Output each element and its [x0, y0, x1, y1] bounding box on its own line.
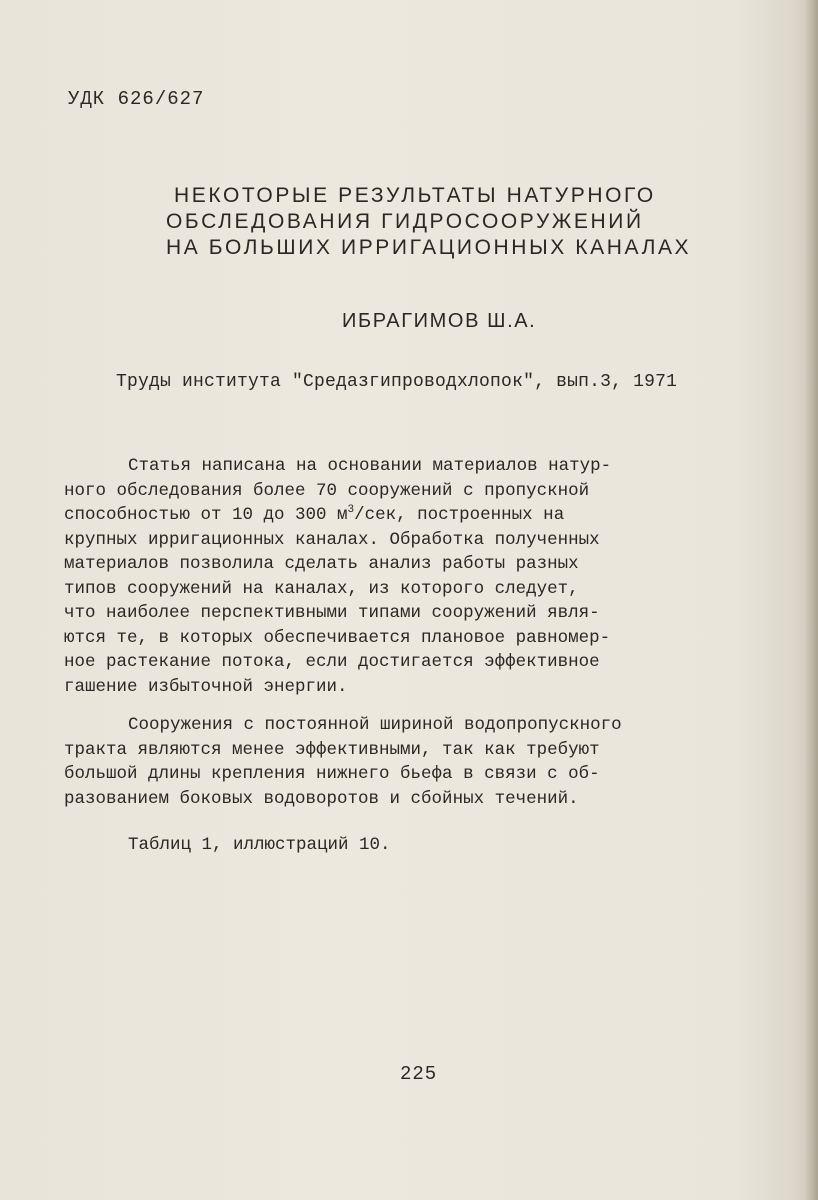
author-name: ИБРАГИМОВ Ш.А.	[342, 310, 537, 332]
abstract-line: типов сооружений на каналах, из которого следует,	[64, 578, 579, 599]
abstract-line: большой длины крепления нижнего бьефа в связи с об-	[64, 764, 600, 784]
abstract-line: ются те, в которых обеспечивается плановое равномер-	[64, 627, 611, 648]
abstract-line: ное растекание потока, если достигается эффективное	[64, 652, 600, 672]
title-line-3: НА БОЛЬШИХ ИРРИГАЦИОННЫХ КАНАЛАХ	[166, 236, 692, 259]
abstract-line-end: /сек, построенных на	[354, 505, 565, 525]
abstract-line: ного обследования более 70 сооружений с пропускной	[64, 480, 590, 501]
source-citation: Труды института "Средазгипроводхлопок", вып.3, 1971	[116, 372, 678, 392]
title-line-2: ОБСЛЕДОВАНИЯ ГИДРОСООРУЖЕНИЙ	[166, 210, 644, 233]
abstract-line: Сооружения с постоянной шириной водопропускного	[128, 715, 622, 735]
title-line-1: НЕКОТОРЫЕ РЕЗУЛЬТАТЫ НАТУРНОГО	[174, 184, 656, 207]
abstract-paragraph-3	[64, 833, 754, 858]
book-page-edge	[804, 0, 818, 1200]
abstract-line: гашение избыточной энергии.	[64, 676, 348, 697]
udc-code: УДК 626/627	[68, 88, 205, 110]
paper-title	[166, 183, 726, 261]
page-number: 225	[400, 1063, 438, 1085]
abstract-line: Статья написана на основании материалов натур-	[128, 456, 612, 476]
abstract-line-start: способностью от 10 до 300 м	[64, 505, 348, 525]
abstract	[64, 454, 754, 858]
abstract-line: что наиболее перспективными типами сооружений явля-	[64, 603, 600, 623]
abstract-line	[64, 503, 754, 528]
abstract-paragraph-2	[64, 713, 754, 811]
superscript-exponent: 3	[347, 504, 355, 516]
abstract-line: материалов позволила сделать анализ работы разных	[64, 554, 579, 574]
tables-illustrations-count: Таблиц 1, иллюстраций 10.	[128, 835, 391, 855]
abstract-line: крупных ирригационных каналах. Обработка полученных	[64, 529, 600, 550]
abstract-paragraph-1	[64, 454, 754, 699]
abstract-line: тракта являются менее эффективными, так как требуют	[64, 739, 600, 760]
abstract-line: разованием боковых водоворотов и сбойных течений.	[64, 788, 579, 809]
